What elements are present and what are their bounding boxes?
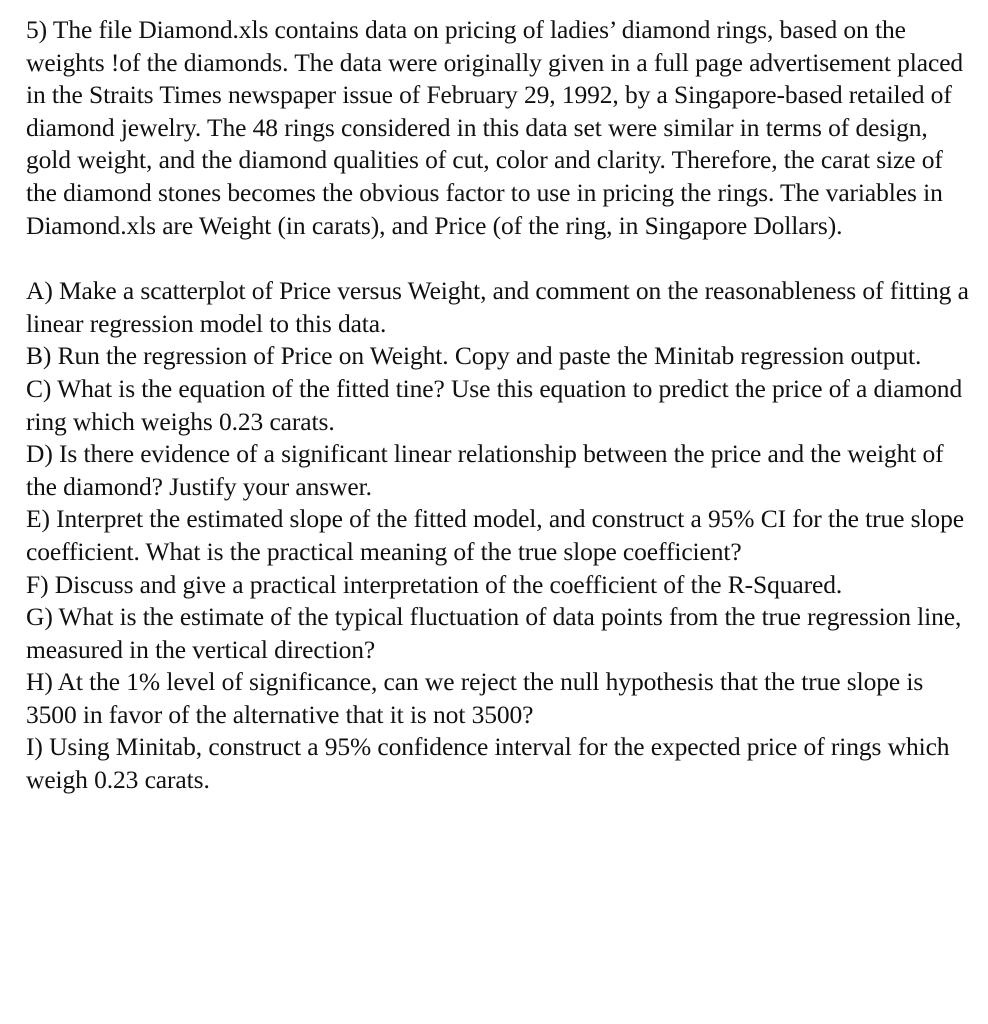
- question-i: I) Using Minitab, construct a 95% confidence interval for the expected price of rings which weigh 0.23 carats.: [26, 732, 950, 795]
- question-g: G) What is the estimate of the typical fluctuation of data points from the true regression line, measured in the vertical direction?: [26, 602, 962, 664]
- question-d: D) Is there evidence of a significant linear relationship between the price and the weight of the diamond? Justify your answer.: [26, 439, 944, 501]
- question-h: H) At the 1% level of significance, can we reject the null hypothesis that the true slope is 3500 in favor of the alternative that it is not 3500?: [26, 667, 924, 729]
- question-f: F) Discuss and give a practical interpretation of the coefficient of the R-Squared.: [26, 569, 843, 599]
- question-list: [26, 275, 976, 797]
- question-a: A) Make a scatterplot of Price versus Weight, and comment on the reasonableness of fitting a linear regression model to this data.: [26, 276, 969, 338]
- paragraph-spacer: [26, 242, 976, 275]
- document-page: [26, 14, 976, 797]
- question-c: C) What is the equation of the fitted tine? Use this equation to predict the price of a diamond ring which weighs 0.23 carats.: [26, 373, 963, 436]
- question-e: E) Interpret the estimated slope of the fitted model, and construct a 95% CI for the true slope coefficient. What is the practical meaning of the true slope coefficient?: [26, 504, 964, 566]
- intro-paragraph: 5) The file Diamond.xls contains data on pricing of ladies’ diamond rings, based on the weights !of the diamonds. The data were originally given in a full page advertisement placed in the Straits Times newspaper issue of February 29, 1992, by a Singapore-based retailed of diamond jewelry. The 48 rings considered in this data set were similar in terms of design, gold weight, and the diamond qualities of cut, color and clarity. Therefore, the carat size of the diamond stones becomes the obvious factor to use in pricing the rings. The variables in Diamond.xls are Weight (in carats), and Price (of the ring, in Singapore Dollars).: [26, 15, 964, 240]
- question-b: B) Run the regression of Price on Weight. Copy and paste the Minitab regression output.: [26, 341, 922, 371]
